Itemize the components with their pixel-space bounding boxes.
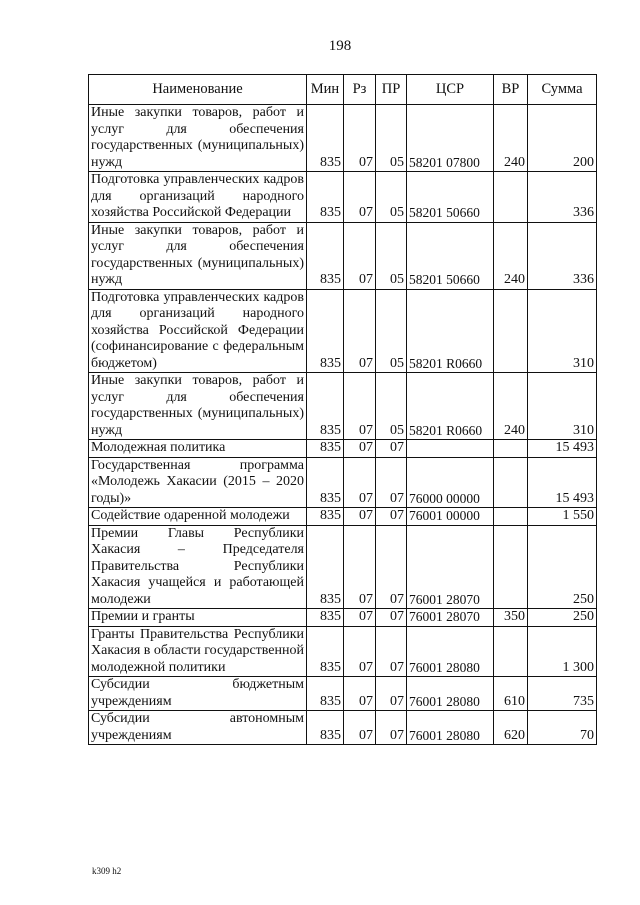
cell-min: 835 <box>307 626 344 677</box>
cell-min: 835 <box>307 289 344 373</box>
cell-pr: 05 <box>376 222 407 289</box>
header-rz: Рз <box>344 75 376 105</box>
cell-rz: 07 <box>344 677 376 711</box>
cell-vr: 620 <box>494 711 528 745</box>
table-row <box>89 457 597 508</box>
cell-vr: 350 <box>494 609 528 627</box>
cell-sum: 15 493 <box>528 440 597 458</box>
cell-csr: 76001 28080 <box>407 711 494 745</box>
header-pr: ПР <box>376 75 407 105</box>
cell-vr <box>494 457 528 508</box>
header-name: Наименование <box>89 75 307 105</box>
cell-pr: 07 <box>376 525 407 609</box>
cell-min: 835 <box>307 711 344 745</box>
cell-sum: 310 <box>528 289 597 373</box>
cell-csr: 58201 R0660 <box>407 373 494 440</box>
cell-rz: 07 <box>344 525 376 609</box>
cell-csr <box>407 440 494 458</box>
cell-rz: 07 <box>344 626 376 677</box>
cell-pr: 07 <box>376 677 407 711</box>
cell-vr <box>494 508 528 526</box>
cell-csr: 76001 00000 <box>407 508 494 526</box>
cell-name: Субсидии бюджетным учреждениям <box>89 677 307 711</box>
cell-vr <box>494 626 528 677</box>
cell-pr: 05 <box>376 172 407 223</box>
cell-rz: 07 <box>344 373 376 440</box>
cell-rz: 07 <box>344 222 376 289</box>
cell-name: Гранты Правительства Республики Хакасия в области государственной молодежной политики <box>89 626 307 677</box>
cell-name: Подготовка управленческих кадров для организаций народного хозяйства Российской Федерации (софинансирование с федеральным бюджетом) <box>89 289 307 373</box>
cell-sum: 15 493 <box>528 457 597 508</box>
cell-vr <box>494 172 528 223</box>
cell-name: Содействие одаренной молодежи <box>89 508 307 526</box>
table-body <box>89 105 597 745</box>
cell-sum: 70 <box>528 711 597 745</box>
cell-vr: 240 <box>494 222 528 289</box>
cell-vr: 240 <box>494 105 528 172</box>
header-sum: Сумма <box>528 75 597 105</box>
cell-name: Премии Главы Республики Хакасия – Председателя Правительства Республики Хакасия учащейся и работающей молодежи <box>89 525 307 609</box>
table-row <box>89 105 597 172</box>
cell-csr: 58201 R0660 <box>407 289 494 373</box>
cell-sum: 200 <box>528 105 597 172</box>
cell-csr: 58201 50660 <box>407 172 494 223</box>
header-vr: ВР <box>494 75 528 105</box>
cell-name: Государственная программа «Молодежь Хакасии (2015 – 2020 годы)» <box>89 457 307 508</box>
table-row <box>89 711 597 745</box>
header-csr: ЦСР <box>407 75 494 105</box>
cell-name: Иные закупки товаров, работ и услуг для обеспечения государственных (муниципальных) нужд <box>89 373 307 440</box>
footer-code: k309 h2 <box>92 866 122 876</box>
table-row <box>89 172 597 223</box>
cell-min: 835 <box>307 440 344 458</box>
cell-min: 835 <box>307 525 344 609</box>
table-row <box>89 508 597 526</box>
cell-rz: 07 <box>344 711 376 745</box>
cell-sum: 336 <box>528 222 597 289</box>
cell-pr: 07 <box>376 440 407 458</box>
cell-sum: 1 550 <box>528 508 597 526</box>
cell-sum: 336 <box>528 172 597 223</box>
cell-rz: 07 <box>344 508 376 526</box>
cell-vr: 610 <box>494 677 528 711</box>
table-row <box>89 373 597 440</box>
cell-rz: 07 <box>344 457 376 508</box>
cell-name: Иные закупки товаров, работ и услуг для обеспечения государственных (муниципальных) нужд <box>89 105 307 172</box>
cell-csr: 76001 28070 <box>407 609 494 627</box>
cell-min: 835 <box>307 105 344 172</box>
table-row <box>89 525 597 609</box>
cell-csr: 76001 28070 <box>407 525 494 609</box>
cell-name: Субсидии автономным учреждениям <box>89 711 307 745</box>
header-min: Мин <box>307 75 344 105</box>
cell-pr: 07 <box>376 711 407 745</box>
cell-rz: 07 <box>344 105 376 172</box>
cell-name: Подготовка управленческих кадров для организаций народного хозяйства Российской Федерации <box>89 172 307 223</box>
cell-csr: 76000 00000 <box>407 457 494 508</box>
cell-csr: 58201 50660 <box>407 222 494 289</box>
cell-pr: 07 <box>376 457 407 508</box>
cell-csr: 58201 07800 <box>407 105 494 172</box>
cell-pr: 05 <box>376 105 407 172</box>
table-row <box>89 626 597 677</box>
cell-min: 835 <box>307 457 344 508</box>
table-row <box>89 440 597 458</box>
cell-sum: 735 <box>528 677 597 711</box>
cell-csr: 76001 28080 <box>407 626 494 677</box>
cell-min: 835 <box>307 373 344 440</box>
cell-min: 835 <box>307 508 344 526</box>
cell-rz: 07 <box>344 172 376 223</box>
budget-table <box>88 74 597 745</box>
cell-name: Молодежная политика <box>89 440 307 458</box>
table-header-row <box>89 75 597 105</box>
cell-rz: 07 <box>344 440 376 458</box>
table-row <box>89 222 597 289</box>
cell-rz: 07 <box>344 289 376 373</box>
cell-sum: 250 <box>528 609 597 627</box>
cell-pr: 05 <box>376 373 407 440</box>
cell-sum: 250 <box>528 525 597 609</box>
cell-min: 835 <box>307 172 344 223</box>
table-row <box>89 289 597 373</box>
cell-vr <box>494 440 528 458</box>
page-number: 198 <box>328 38 352 54</box>
cell-pr: 07 <box>376 508 407 526</box>
cell-vr <box>494 525 528 609</box>
cell-rz: 07 <box>344 609 376 627</box>
cell-name: Иные закупки товаров, работ и услуг для обеспечения государственных (муниципальных) нужд <box>89 222 307 289</box>
cell-min: 835 <box>307 677 344 711</box>
cell-csr: 76001 28080 <box>407 677 494 711</box>
cell-sum: 1 300 <box>528 626 597 677</box>
cell-pr: 05 <box>376 289 407 373</box>
cell-sum: 310 <box>528 373 597 440</box>
cell-min: 835 <box>307 222 344 289</box>
cell-vr <box>494 289 528 373</box>
table-row <box>89 609 597 627</box>
cell-vr: 240 <box>494 373 528 440</box>
cell-pr: 07 <box>376 626 407 677</box>
cell-name: Премии и гранты <box>89 609 307 627</box>
cell-pr: 07 <box>376 609 407 627</box>
table-row <box>89 677 597 711</box>
cell-min: 835 <box>307 609 344 627</box>
